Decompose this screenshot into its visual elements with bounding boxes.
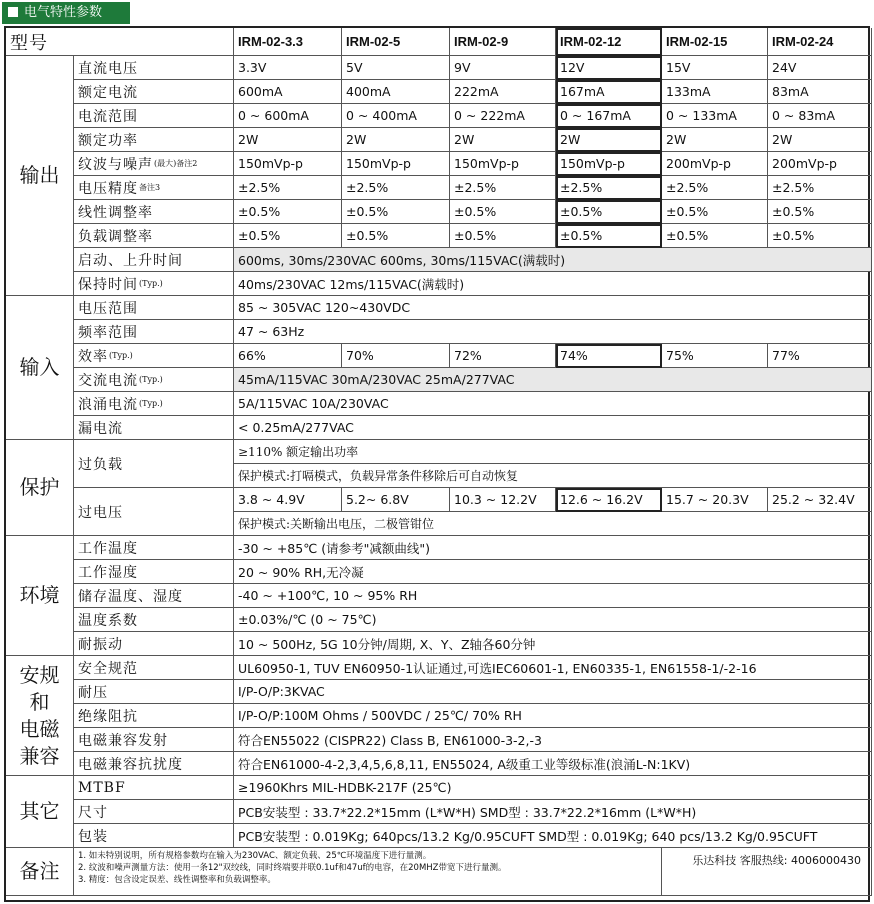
ac-current-label xyxy=(74,368,234,392)
load_reg-value: ±0.5% xyxy=(234,224,342,248)
overvoltage-value: 10.3 ~ 12.2V xyxy=(450,488,556,512)
row-label-text: 过电压 xyxy=(78,504,123,521)
overvoltage-value: 15.7 ~ 20.3V xyxy=(662,488,768,512)
current_range-label xyxy=(74,104,234,128)
row-label-text: 频率范围 xyxy=(78,324,138,341)
row-label-text: 启动、上升时间 xyxy=(78,252,183,269)
notes-text xyxy=(74,848,662,896)
overvoltage-value: 3.8 ~ 4.9V xyxy=(234,488,342,512)
ac-current-value: 45mA/115VAC 30mA/230VAC 25mA/277VAC xyxy=(234,368,872,392)
input-voltage-label xyxy=(74,296,234,320)
temp_coef-label xyxy=(74,608,234,632)
overvoltage-value: 12.6 ~ 16.2V xyxy=(556,488,662,512)
rated_power-label xyxy=(74,128,234,152)
section-header-title: 电气特性参数 xyxy=(24,5,103,20)
model-header: IRM-02-24 xyxy=(768,28,872,56)
ripple-value: 200mVp-p xyxy=(768,152,872,176)
row-label-note: (Typ.) xyxy=(139,375,163,384)
row-label-text: 储存温度、湿度 xyxy=(78,588,183,605)
work_humid-value: 20 ~ 90% RH,无冷凝 xyxy=(234,560,872,584)
row-label-text: 直流电压 xyxy=(78,60,138,77)
overvoltage-value: 25.2 ~ 32.4V xyxy=(768,488,872,512)
current_range-value: 0 ~ 167mA xyxy=(556,104,662,128)
accuracy-value: ±2.5% xyxy=(342,176,450,200)
rated_current-value: 222mA xyxy=(450,80,556,104)
work_temp-value: -30 ~ +85℃ (请参考"减额曲线") xyxy=(234,536,872,560)
isolation-label xyxy=(74,704,234,728)
freq-label xyxy=(74,320,234,344)
section-output: 输出 xyxy=(6,56,74,296)
ripple-value: 150mVp-p xyxy=(556,152,662,176)
isolation-value: I/P-O/P:100M Ohms / 500VDC / 25℃/ 70% RH xyxy=(234,704,872,728)
row-label-text: 尺寸 xyxy=(78,804,108,821)
setup-value: 600ms, 30ms/230VAC 600ms, 30ms/115VAC(满载时) xyxy=(234,248,872,272)
spec-table xyxy=(4,26,870,902)
model-header: IRM-02-9 xyxy=(450,28,556,56)
model-header: IRM-02-3.3 xyxy=(234,28,342,56)
rated_current-label xyxy=(74,80,234,104)
emc_emission-label xyxy=(74,728,234,752)
rated_current-value: 400mA xyxy=(342,80,450,104)
load_reg-value: ±0.5% xyxy=(342,224,450,248)
current_range-value: 0 ~ 222mA xyxy=(450,104,556,128)
accuracy-value: ±2.5% xyxy=(450,176,556,200)
inrush-label xyxy=(74,392,234,416)
ripple-value: 150mVp-p xyxy=(234,152,342,176)
ripple-value: 150mVp-p xyxy=(450,152,556,176)
row-label-note: (Typ.) xyxy=(109,351,133,360)
accuracy-value: ±2.5% xyxy=(768,176,872,200)
type-label: 型号 xyxy=(6,28,234,56)
row-label-text: 耐振动 xyxy=(78,636,123,653)
vibration-value: 10 ~ 500Hz, 5G 10分钟/周期, X、Y、Z轴各60分钟 xyxy=(234,632,872,656)
row-label-text: 包装 xyxy=(78,828,108,845)
efficiency-value: 77% xyxy=(768,344,872,368)
section-input: 输入 xyxy=(6,296,74,440)
row-label-text: 工作温度 xyxy=(78,540,138,557)
setup-label xyxy=(74,248,234,272)
row-label-text: 工作湿度 xyxy=(78,564,138,581)
dc_voltage-value: 12V xyxy=(556,56,662,80)
rated_current-value: 83mA xyxy=(768,80,872,104)
storage-label xyxy=(74,584,234,608)
ripple-label xyxy=(74,152,234,176)
current_range-value: 0 ~ 133mA xyxy=(662,104,768,128)
efficiency-value: 66% xyxy=(234,344,342,368)
rated_current-value: 133mA xyxy=(662,80,768,104)
accuracy-value: ±2.5% xyxy=(234,176,342,200)
mtbf-value: ≥1960Khrs MIL-HDBK-217F (25℃) xyxy=(234,776,872,800)
rated_power-value: 2W xyxy=(662,128,768,152)
vibration-label xyxy=(74,632,234,656)
dc_voltage-value: 24V xyxy=(768,56,872,80)
rated_current-value: 167mA xyxy=(556,80,662,104)
emc_immunity-label xyxy=(74,752,234,776)
line_reg-value: ±0.5% xyxy=(342,200,450,224)
row-label-text: 安全规范 xyxy=(78,660,138,677)
packing-value: PCB安装型 : 0.019Kg; 640pcs/13.2 Kg/0.95CUFT SMD型 : 0.019Kg; 640 pcs/13.2 Kg/0.95CUFT xyxy=(234,824,872,848)
note-line: 3. 精度：包含设定误差、线性调整率和负载调整率。 xyxy=(78,875,276,885)
row-label-text: 电压精度 xyxy=(78,180,138,197)
safety-section-line: 兼容 xyxy=(19,743,60,768)
leakage-label xyxy=(74,416,234,440)
model-header: IRM-02-12 xyxy=(556,28,662,56)
accuracy-value: ±2.5% xyxy=(556,176,662,200)
current_range-value: 0 ~ 400mA xyxy=(342,104,450,128)
work_temp-label xyxy=(74,536,234,560)
row-label-text: 负载调整率 xyxy=(78,228,153,245)
row-label-text: 耐压 xyxy=(78,684,108,701)
row-label-note: 备注3 xyxy=(139,183,161,192)
model-header: IRM-02-5 xyxy=(342,28,450,56)
row-label-text: 效率 xyxy=(78,348,108,365)
rated_power-value: 2W xyxy=(768,128,872,152)
line_reg-value: ±0.5% xyxy=(556,200,662,224)
section-protection: 保护 xyxy=(6,440,74,536)
overvoltage-value: 5.2~ 6.8V xyxy=(342,488,450,512)
dc_voltage-value: 9V xyxy=(450,56,556,80)
ripple-value: 200mVp-p xyxy=(662,152,768,176)
section-environment: 环境 xyxy=(6,536,74,656)
safety-section-line: 安规和 xyxy=(19,662,60,714)
current_range-value: 0 ~ 83mA xyxy=(768,104,872,128)
dc_voltage-value: 15V xyxy=(662,56,768,80)
rated_power-value: 2W xyxy=(234,128,342,152)
hold-value: 40ms/230VAC 12ms/115VAC(满载时) xyxy=(234,272,872,296)
standards-value: UL60950-1, TUV EN60950-1认证通过,可选IEC60601-1, EN60335-1, EN61558-1/-2-16 xyxy=(234,656,872,680)
freq-value: 47 ~ 63Hz xyxy=(234,320,872,344)
temp_coef-value: ±0.03%/℃ (0 ~ 75℃) xyxy=(234,608,872,632)
current_range-value: 0 ~ 600mA xyxy=(234,104,342,128)
row-label-note: (Typ.) xyxy=(139,399,163,408)
storage-value: -40 ~ +100℃, 10 ~ 95% RH xyxy=(234,584,872,608)
section-safety xyxy=(6,656,74,776)
row-label-text: 保持时间 xyxy=(78,276,138,293)
dc_voltage-value: 5V xyxy=(342,56,450,80)
accuracy-label xyxy=(74,176,234,200)
dimension-label xyxy=(74,800,234,824)
hold-label xyxy=(74,272,234,296)
model-header: IRM-02-15 xyxy=(662,28,768,56)
emc_emission-value: 符合EN55022 (CISPR22) Class B, EN61000-3-2,-3 xyxy=(234,728,872,752)
load_reg-value: ±0.5% xyxy=(556,224,662,248)
load_reg-value: ±0.5% xyxy=(662,224,768,248)
ripple-value: 150mVp-p xyxy=(342,152,450,176)
accuracy-value: ±2.5% xyxy=(662,176,768,200)
section-notes: 备注 xyxy=(6,848,74,896)
row-label-text: 电压范围 xyxy=(78,300,138,317)
section-others: 其它 xyxy=(6,776,74,848)
row-label-text: 绝缘阻抗 xyxy=(78,708,138,725)
withstand-label xyxy=(74,680,234,704)
mtbf-label xyxy=(74,776,234,800)
safety-section-line: 电磁 xyxy=(19,716,60,741)
row-label-text: 交流电流 xyxy=(78,372,138,389)
section-header xyxy=(2,2,130,24)
work_humid-label xyxy=(74,560,234,584)
efficiency-value: 70% xyxy=(342,344,450,368)
line_reg-value: ±0.5% xyxy=(450,200,556,224)
standards-label xyxy=(74,656,234,680)
inrush-value: 5A/115VAC 10A/230VAC xyxy=(234,392,872,416)
row-label-text: 浪涌电流 xyxy=(78,396,138,413)
row-label-text: 纹波与噪声 xyxy=(78,156,153,173)
packing-label xyxy=(74,824,234,848)
note-line: 2. 纹波和噪声测量方法：使用一条12"双绞线，同时终端要并联0.1uf和47uf的电容，在20MHZ带宽下进行量测。 xyxy=(78,863,507,873)
overvoltage-mode: 保护模式:关断输出电压，二极管钳位 xyxy=(234,512,872,536)
row-label-text: 额定电流 xyxy=(78,84,138,101)
rated_current-value: 600mA xyxy=(234,80,342,104)
dc_voltage-label xyxy=(74,56,234,80)
leakage-value: < 0.25mA/277VAC xyxy=(234,416,872,440)
load_reg-value: ±0.5% xyxy=(768,224,872,248)
rated_power-value: 2W xyxy=(342,128,450,152)
row-label-text: 电流范围 xyxy=(78,108,138,125)
row-label-note: (Typ.) xyxy=(139,279,163,288)
overvoltage-label xyxy=(74,488,234,536)
overload-label xyxy=(74,440,234,488)
input-voltage-value: 85 ~ 305VAC 120~430VDC xyxy=(234,296,872,320)
row-label-text: 温度系数 xyxy=(78,612,138,629)
row-label-text: 过负载 xyxy=(78,456,123,473)
emc_immunity-value: 符合EN61000-4-2,3,4,5,6,8,11, EN55024, A级重工业等级标准(浪涌L-N:1KV) xyxy=(234,752,872,776)
hotline: 乐达科技 客服热线: 4006000430 xyxy=(662,848,872,896)
overload-line2: 保护模式:打嗝模式，负载异常条件移除后可自动恢复 xyxy=(234,464,872,488)
row-label-text: 线性调整率 xyxy=(78,204,153,221)
efficiency-value: 72% xyxy=(450,344,556,368)
note-line: 1. 如未特别说明，所有规格参数均在输入为230VAC、额定负载、25℃环境温度下进行量测。 xyxy=(78,851,432,861)
rated_power-value: 2W xyxy=(556,128,662,152)
withstand-value: I/P-O/P:3KVAC xyxy=(234,680,872,704)
efficiency-value: 75% xyxy=(662,344,768,368)
dc_voltage-value: 3.3V xyxy=(234,56,342,80)
efficiency-label xyxy=(74,344,234,368)
load_reg-label xyxy=(74,224,234,248)
square-icon xyxy=(8,7,18,17)
efficiency-value: 74% xyxy=(556,344,662,368)
line_reg-label xyxy=(74,200,234,224)
row-label-text: MTBF xyxy=(78,779,126,796)
row-label-text: 电磁兼容发射 xyxy=(78,732,168,749)
load_reg-value: ±0.5% xyxy=(450,224,556,248)
overload-line1: ≥110% 额定输出功率 xyxy=(234,440,872,464)
rated_power-value: 2W xyxy=(450,128,556,152)
row-label-text: 电磁兼容抗扰度 xyxy=(78,756,183,773)
row-label-text: 漏电流 xyxy=(78,420,123,437)
row-label-text: 额定功率 xyxy=(78,132,138,149)
row-label-note: (最大)备注2 xyxy=(154,159,198,168)
line_reg-value: ±0.5% xyxy=(768,200,872,224)
line_reg-value: ±0.5% xyxy=(234,200,342,224)
line_reg-value: ±0.5% xyxy=(662,200,768,224)
dimension-value: PCB安装型 : 33.7*22.2*15mm (L*W*H) SMD型 : 33.7*22.2*16mm (L*W*H) xyxy=(234,800,872,824)
